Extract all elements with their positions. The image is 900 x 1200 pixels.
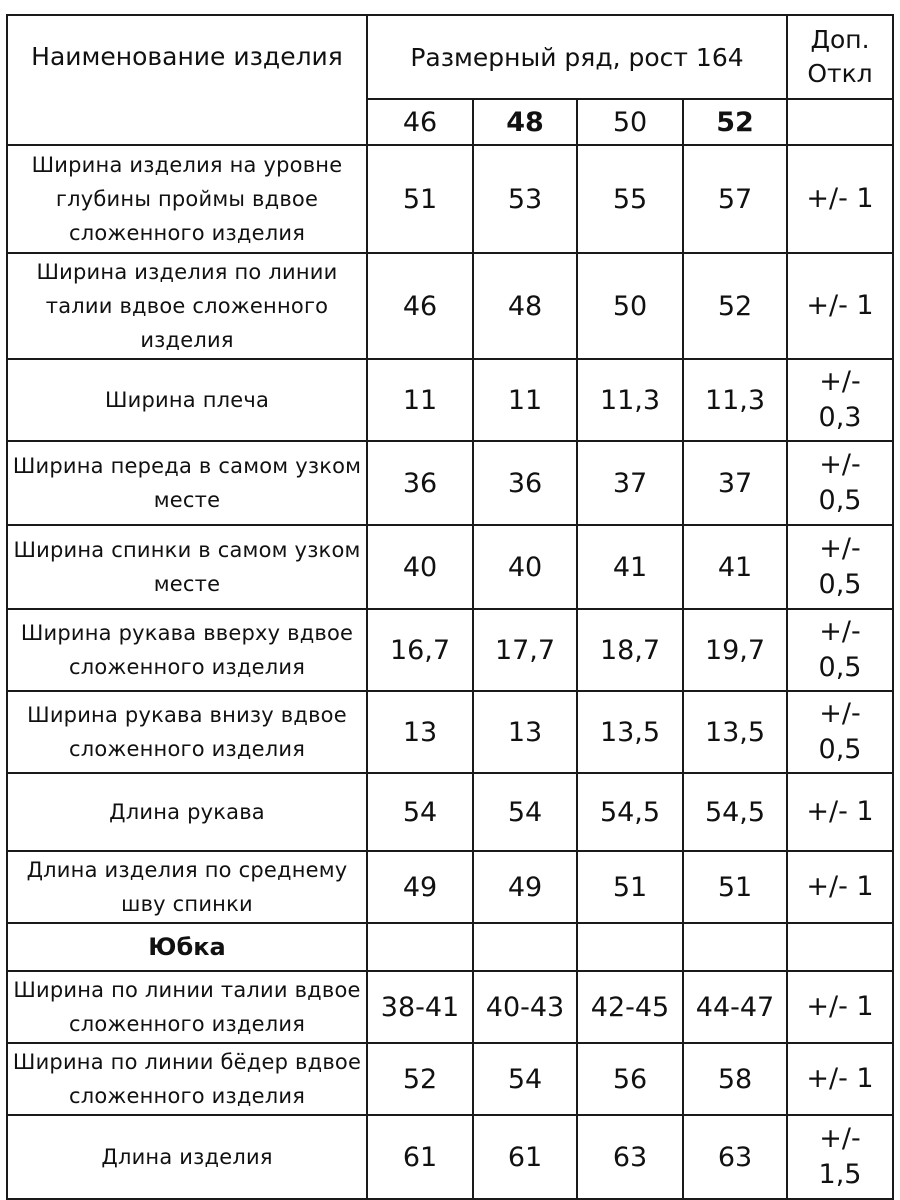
tolerance-cell (787, 359, 893, 441)
measurement-value: 11,3 (577, 359, 683, 441)
measurement-value: 63 (577, 1115, 683, 1199)
measurement-value: 58 (683, 1043, 787, 1115)
tolerance-line: 0,3 (818, 402, 862, 433)
measurement-value: 37 (577, 441, 683, 525)
measurement-value: 54,5 (683, 773, 787, 851)
measurement-value: 16,7 (367, 609, 473, 691)
measurement-value: 40 (367, 525, 473, 609)
header-size-range-cell: Размерный ряд, рост 164 (367, 15, 787, 99)
header-tolerance-line2: Откл (807, 59, 873, 88)
measurement-row (7, 691, 893, 773)
tolerance-line: +/- (819, 533, 861, 564)
measurement-value: 52 (367, 1043, 473, 1115)
section-empty-cell (577, 923, 683, 971)
measurement-value: 49 (367, 851, 473, 923)
measurement-value: 44-47 (683, 971, 787, 1043)
measurement-value: 19,7 (683, 609, 787, 691)
measurement-name: Длина изделия по среднему шву спинки (7, 851, 367, 923)
measurement-value: 54 (473, 773, 577, 851)
tolerance-cell (787, 145, 893, 253)
tolerance-cell (787, 253, 893, 359)
tolerance-cell (787, 441, 893, 525)
measurement-name: Ширина переда в самом узком месте (7, 441, 367, 525)
measurement-value: 11 (473, 359, 577, 441)
measurement-row (7, 359, 893, 441)
measurement-value: 56 (577, 1043, 683, 1115)
measurement-name: Длина рукава (7, 773, 367, 851)
measurement-value: 40-43 (473, 971, 577, 1043)
measurement-row (7, 1043, 893, 1115)
measurement-row (7, 971, 893, 1043)
tolerance-line: +/- 1 (806, 183, 874, 214)
measurement-name: Ширина плеча (7, 359, 367, 441)
size-empty-cell (787, 99, 893, 145)
tolerance-line: +/- (819, 698, 861, 729)
tolerance-line: +/- 1 (806, 991, 874, 1022)
tolerance-line: 0,5 (818, 652, 862, 683)
tolerance-line: 0,5 (818, 569, 862, 600)
measurement-row (7, 441, 893, 525)
size-cell: 46 (367, 99, 473, 145)
tolerance-cell (787, 773, 893, 851)
measurement-value: 11 (367, 359, 473, 441)
tolerance-cell (787, 691, 893, 773)
measurement-value: 36 (367, 441, 473, 525)
measurement-row (7, 609, 893, 691)
measurement-value: 38-41 (367, 971, 473, 1043)
measurement-name: Ширина изделия по линии талии вдвое сложенного изделия (7, 253, 367, 359)
tolerance-line: 1,5 (818, 1159, 862, 1190)
tolerance-line: +/- 1 (806, 290, 874, 321)
measurement-row (7, 145, 893, 253)
measurement-name: Ширина по линии бёдер вдвое сложенного изделия (7, 1043, 367, 1115)
section-row (7, 923, 893, 971)
header-row (7, 15, 893, 99)
tolerance-line: +/- (819, 366, 861, 397)
measurement-value: 36 (473, 441, 577, 525)
section-empty-cell (473, 923, 577, 971)
measurement-row (7, 773, 893, 851)
measurement-value: 54 (473, 1043, 577, 1115)
tolerance-line: +/- 1 (806, 1063, 874, 1094)
tolerance-cell (787, 609, 893, 691)
tolerance-line: +/- (819, 449, 861, 480)
measurement-value: 53 (473, 145, 577, 253)
section-empty-cell (683, 923, 787, 971)
measurement-value: 50 (577, 253, 683, 359)
measurement-value: 17,7 (473, 609, 577, 691)
section-title: Юбка (7, 923, 367, 971)
size-chart-table (6, 14, 894, 1200)
tolerance-cell (787, 971, 893, 1043)
measurement-value: 61 (473, 1115, 577, 1199)
measurement-row (7, 1115, 893, 1199)
measurement-value: 63 (683, 1115, 787, 1199)
measurement-value: 46 (367, 253, 473, 359)
measurement-value: 13 (473, 691, 577, 773)
tolerance-line: +/- (819, 1123, 861, 1154)
section-empty-cell (367, 923, 473, 971)
measurement-value: 52 (683, 253, 787, 359)
measurement-name: Ширина рукава вверху вдвое сложенного изделия (7, 609, 367, 691)
tolerance-line: +/- (819, 616, 861, 647)
size-cell: 48 (473, 99, 577, 145)
measurement-value: 54 (367, 773, 473, 851)
measurement-value: 49 (473, 851, 577, 923)
header-name-cell: Наименование изделия (7, 15, 367, 145)
measurement-row (7, 253, 893, 359)
measurement-value: 51 (367, 145, 473, 253)
measurement-value: 51 (577, 851, 683, 923)
measurement-name: Ширина спинки в самом узком месте (7, 525, 367, 609)
measurement-value: 11,3 (683, 359, 787, 441)
measurement-value: 13,5 (683, 691, 787, 773)
measurement-value: 54,5 (577, 773, 683, 851)
measurement-value: 55 (577, 145, 683, 253)
measurement-value: 13 (367, 691, 473, 773)
size-cell: 50 (577, 99, 683, 145)
measurement-row (7, 851, 893, 923)
header-tolerance-line1: Доп. (810, 25, 870, 54)
tolerance-line: +/- 1 (806, 796, 874, 827)
tolerance-line: +/- 1 (806, 871, 874, 902)
measurement-value: 48 (473, 253, 577, 359)
measurement-value: 41 (683, 525, 787, 609)
tolerance-line: 0,5 (818, 485, 862, 516)
measurement-value: 61 (367, 1115, 473, 1199)
tolerance-cell (787, 851, 893, 923)
measurement-value: 42-45 (577, 971, 683, 1043)
header-tolerance-cell (787, 15, 893, 99)
measurement-row (7, 525, 893, 609)
measurement-value: 40 (473, 525, 577, 609)
tolerance-cell (787, 525, 893, 609)
measurement-value: 57 (683, 145, 787, 253)
size-cell: 52 (683, 99, 787, 145)
measurement-value: 13,5 (577, 691, 683, 773)
measurement-name: Длина изделия (7, 1115, 367, 1199)
measurement-value: 41 (577, 525, 683, 609)
measurement-name: Ширина изделия на уровне глубины проймы вдвое сложенного изделия (7, 145, 367, 253)
measurement-value: 18,7 (577, 609, 683, 691)
tolerance-cell (787, 1043, 893, 1115)
tolerance-line: 0,5 (818, 734, 862, 765)
measurement-value: 51 (683, 851, 787, 923)
section-empty-cell (787, 923, 893, 971)
measurement-value: 37 (683, 441, 787, 525)
measurement-name: Ширина по линии талии вдвое сложенного изделия (7, 971, 367, 1043)
measurement-name: Ширина рукава внизу вдвое сложенного изделия (7, 691, 367, 773)
tolerance-cell (787, 1115, 893, 1199)
